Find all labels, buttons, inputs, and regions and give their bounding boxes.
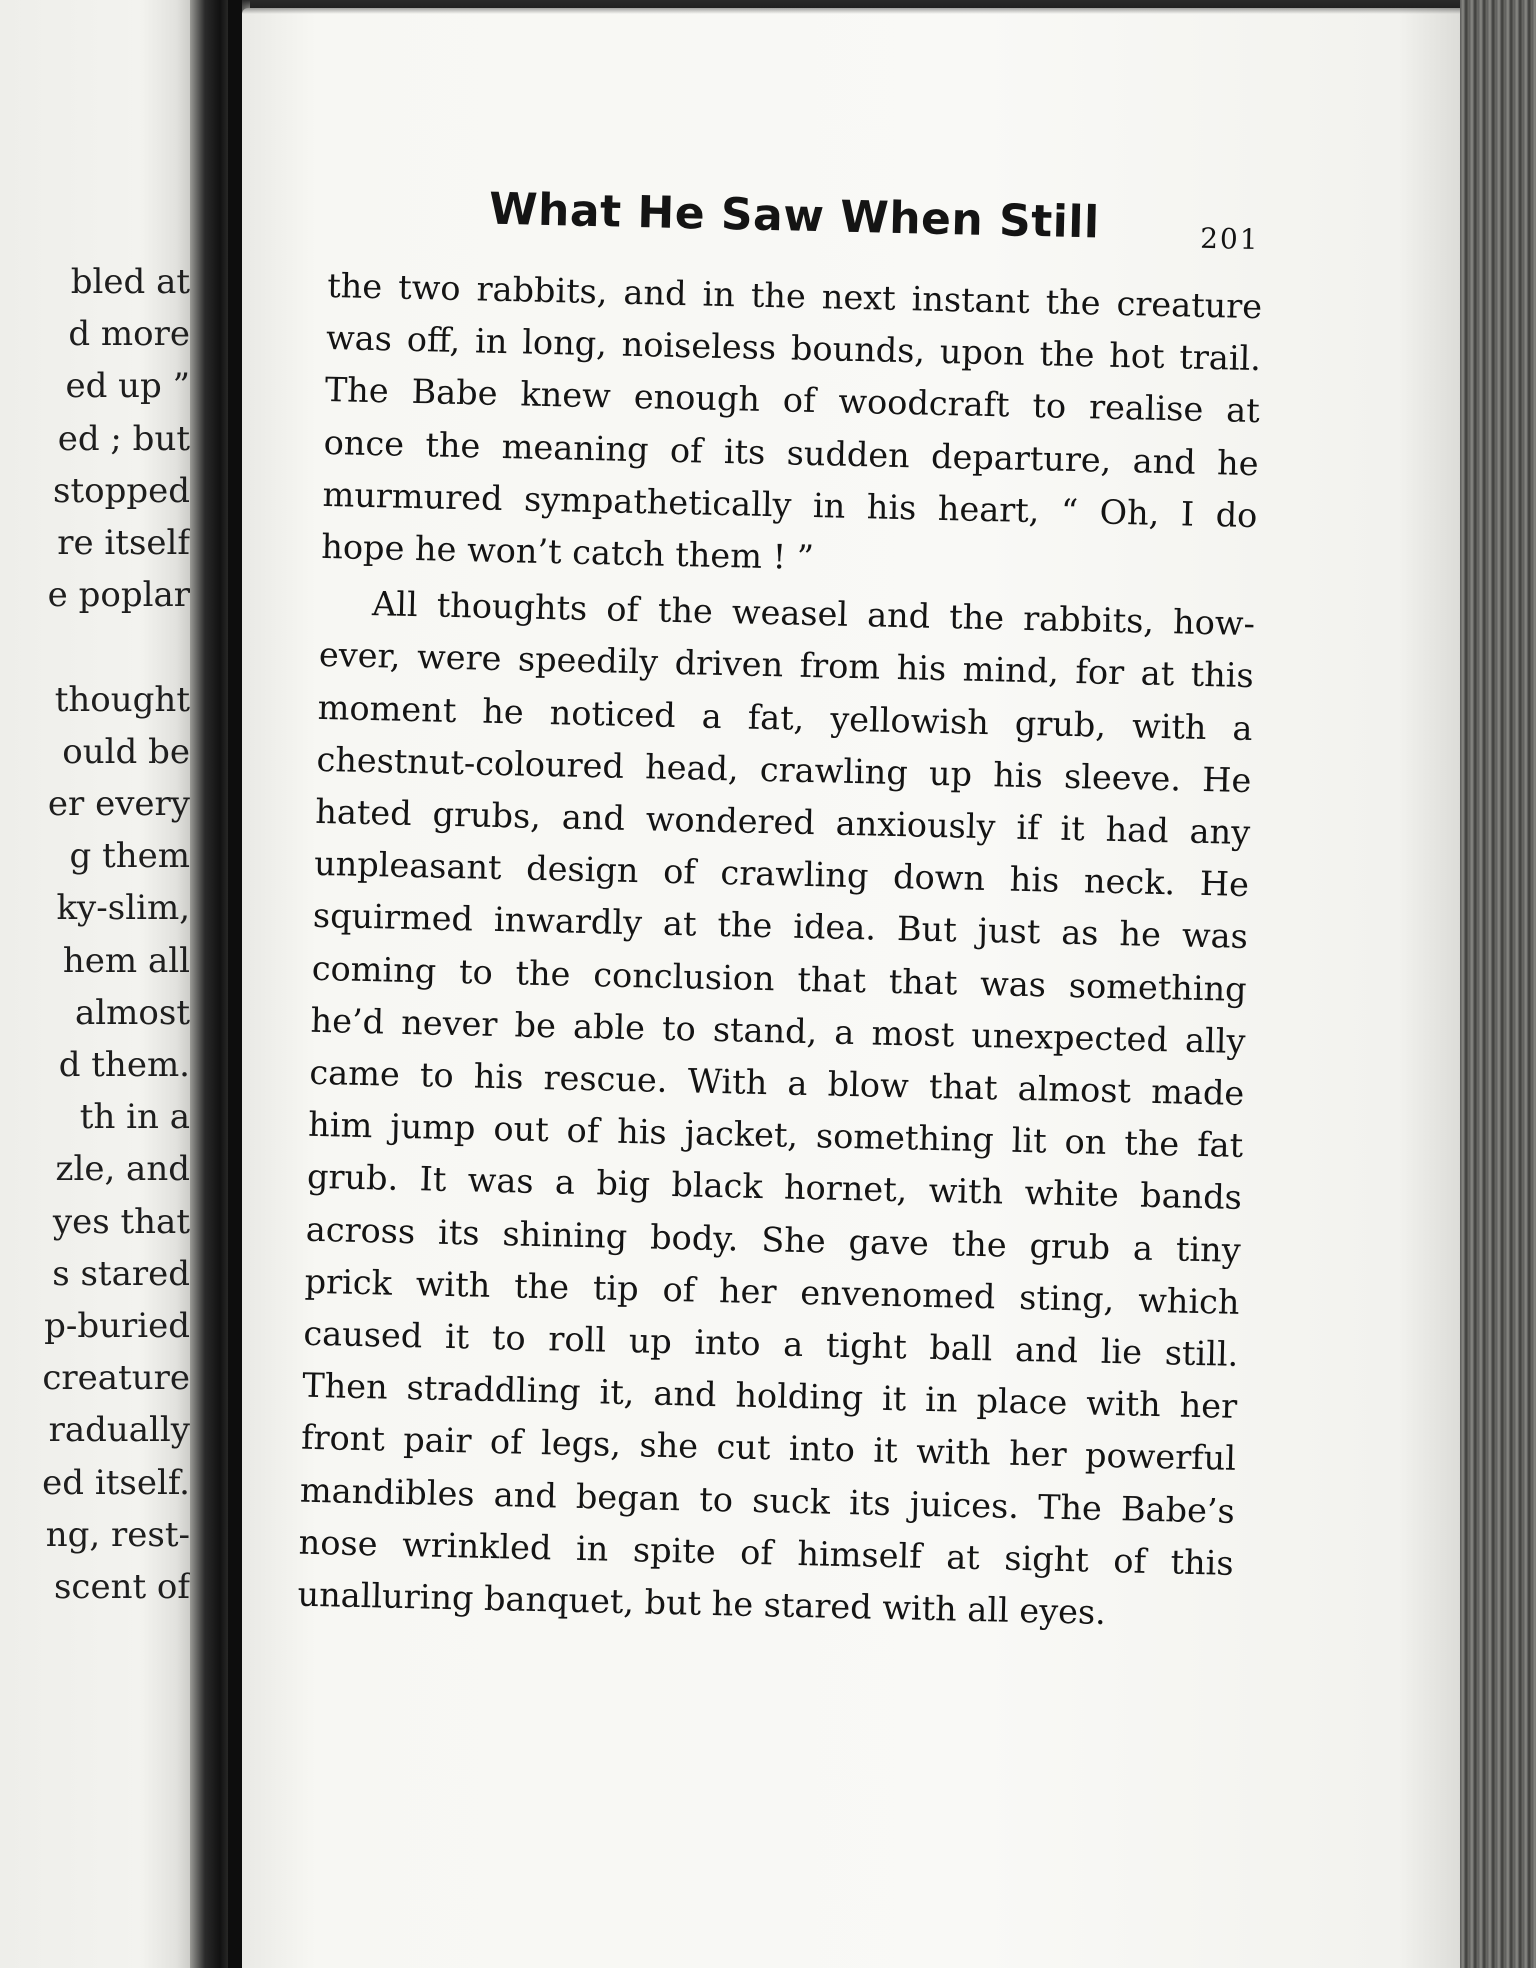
previous-page-line: ed ; but bbox=[57, 418, 190, 459]
previous-page-line: e poplar bbox=[47, 575, 190, 616]
previous-page bbox=[0, 0, 200, 1968]
previous-page-line: zle, and bbox=[55, 1149, 190, 1190]
previous-page-line: s stared bbox=[52, 1253, 190, 1294]
previous-page-line: creature bbox=[42, 1358, 190, 1399]
text-line: grub. It was a big black hornet, with white bands bbox=[306, 1157, 1243, 1218]
previous-page-line: p-buried bbox=[44, 1306, 190, 1347]
previous-page-line: ng, rest- bbox=[45, 1514, 190, 1555]
previous-page-text bbox=[42, 256, 190, 1613]
text-line: unalluring banquet, but he stared with all eyes. bbox=[297, 1574, 1107, 1633]
paragraph bbox=[321, 260, 1263, 594]
page-top-shadow bbox=[242, 0, 1472, 14]
previous-page-line: stopped bbox=[53, 470, 190, 511]
text-line: across its shining body. She gave the grub a tiny bbox=[305, 1209, 1242, 1270]
previous-page-line: thought bbox=[54, 679, 190, 720]
book-page-edges bbox=[1460, 0, 1536, 1968]
paragraph-gap bbox=[42, 621, 190, 673]
text-line: nose wrinkled in spite of himself at sight of this bbox=[298, 1522, 1235, 1583]
page-number: 201 bbox=[1199, 221, 1260, 257]
text-line: moment he noticed a fat, yellowish grub, with a bbox=[317, 687, 1253, 748]
previous-page-line: hem all bbox=[62, 940, 190, 981]
previous-page-line: scent of bbox=[53, 1567, 190, 1608]
previous-page-line: ed itself. bbox=[42, 1462, 190, 1503]
previous-page-line: bled at bbox=[70, 262, 190, 302]
text-line: All thoughts of the weasel and the rabbits, how- bbox=[371, 584, 1256, 644]
previous-page-line: d more bbox=[68, 314, 190, 355]
text-line: hope he won’t catch them ! ” bbox=[320, 526, 815, 578]
text-line: Then straddling it, and holding it in place with her bbox=[301, 1365, 1238, 1427]
text-line: caused it to roll up into a tight ball and lie still. bbox=[303, 1313, 1239, 1374]
text-line: came to his rescue. With a blow that almost made bbox=[309, 1052, 1245, 1114]
running-head: What He Saw When Still bbox=[488, 183, 1101, 249]
previous-page-line: almost bbox=[75, 992, 190, 1033]
text-line: him jump out of his jacket, something lit on the fat bbox=[307, 1105, 1244, 1166]
previous-page-line: ould be bbox=[62, 731, 190, 772]
previous-page-line: ed up ” bbox=[65, 366, 190, 407]
previous-page-line: th in a bbox=[79, 1097, 190, 1138]
binding-shadow bbox=[228, 0, 242, 1968]
text-line: was off, in long, noiseless bounds, upon the hot trail. bbox=[325, 318, 1262, 379]
text-line: the two rabbits, and in the next instant the creature bbox=[326, 265, 1263, 327]
text-line: hated grubs, and wondered anxiously if it had any bbox=[314, 791, 1251, 853]
previous-page-line: radually bbox=[48, 1410, 190, 1451]
text-line: murmured sympathetically in his heart, “ Oh, I do bbox=[322, 474, 1258, 535]
text-line: mandibles and began to suck its juices. The Babe’s bbox=[299, 1470, 1236, 1531]
paragraph bbox=[297, 577, 1255, 1642]
previous-page-line: er every bbox=[47, 784, 190, 825]
previous-page-line: d them. bbox=[58, 1045, 190, 1086]
previous-page-line: ky-slim, bbox=[56, 888, 190, 929]
text-line: ever, were speedily driven from his mind, for at this bbox=[318, 635, 1255, 696]
text-line: The Babe knew enough of woodcraft to realise at bbox=[324, 370, 1261, 431]
text-line: unpleasant design of crawling down his neck. He bbox=[313, 844, 1250, 905]
previous-page-line: g them bbox=[69, 836, 190, 877]
text-line: coming to the conclusion that that was something bbox=[311, 948, 1248, 1009]
page-text-block bbox=[297, 168, 1265, 1642]
previous-page-line: yes that bbox=[52, 1201, 190, 1242]
text-line: chestnut-coloured head, crawling up his sleeve. He bbox=[316, 739, 1252, 800]
text-line: squirmed inwardly at the idea. But just as he was bbox=[312, 896, 1249, 957]
text-line: prick with the tip of her envenomed sting, which bbox=[304, 1261, 1240, 1322]
text-line: he’d never be able to stand, a most unexpected ally bbox=[310, 1000, 1246, 1061]
previous-page-line: re itself bbox=[57, 523, 190, 564]
text-line: once the meaning of its sudden departure, and he bbox=[323, 422, 1259, 483]
text-line: front pair of legs, she cut into it with her powerful bbox=[300, 1418, 1237, 1479]
